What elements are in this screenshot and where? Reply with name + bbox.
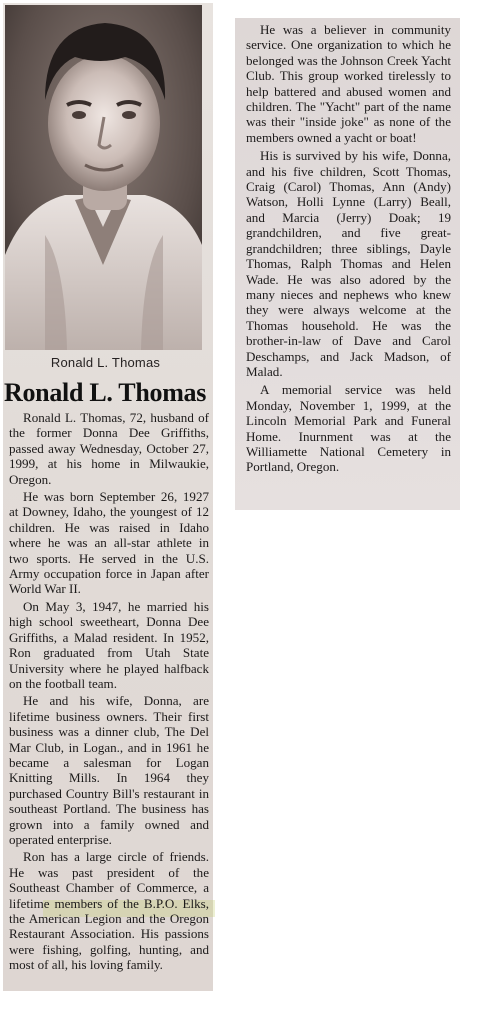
obituary-body-left <box>9 410 209 975</box>
obituary-clipping-left <box>3 3 213 991</box>
photo-caption: Ronald L. Thomas <box>50 355 161 370</box>
paragraph: He and his wife, Donna, are lifetime business owners. Their first business was a dinner club, The Del Mar Club, in Logan., and in 1961 he became a salesman for Logan Knitting Mills. In 1964 they purchased Country Bill's restaurant in southeast Portland. The business has grown into a family owned and operated enterprise. <box>9 693 209 847</box>
paragraph: Ron has a large circle of friends. He was past president of the Southeast Chamber of Commerce, a lifetime members of the B.P.O. Elks, the American Legion and the Oregon Restaurant Association. His passions were fishing, golfing, hunting, and most of all, his loving family. <box>9 849 209 973</box>
paragraph: A memorial service was held Monday, November 1, 1999, at the Lincoln Memorial Park and Funeral Home. Inurnment was at the Williamette National Cemetery in Portland, Oregon. <box>246 382 451 475</box>
paragraph: On May 3, 1947, he married his high school sweetheart, Donna Dee Griffiths, a Malad resident. In 1952, Ron graduated from Utah State University where he played halfback on the football team. <box>9 598 209 691</box>
paragraph: His is survived by his wife, Donna, and his five children, Scott Thomas, Craig (Carol) Thomas, Ann (Andy) Watson, Holli Lynne (Larry) Beall, and Marcia (Jerry) Doak; 19 grandchildren, and five great-grandchildren; three siblings, Dayle Thomas, Ralph Thomas and Helen Wade. He was also adored by the many nieces and nephews who knew they were always welcome at the Thomas household. He was the brother-in-law of Dave and Carol Deschamps, and Jack Madson, of Malad. <box>246 148 451 379</box>
paragraph: He was a believer in community service. One organization to which he belonged was the Johnson Creek Yacht Club. This group worked tirelessly to help battered and abused women and children. The "Yacht" part of the name was their "inside joke" as none of the members owned a yacht or boat! <box>246 22 451 145</box>
obituary-headline: Ronald L. Thomas <box>4 378 207 407</box>
portrait-photo <box>5 5 202 350</box>
paragraph: He was born September 26, 1927 at Downey, Idaho, the youngest of 12 children. He was raised in Idaho where he was an all-star athlete in two sports. He served in the U.S. Army occupation force in Japan after World War II. <box>9 489 209 597</box>
paragraph: Ronald L. Thomas, 72, husband of the former Donna Dee Griffiths, passed away Wednesday, October 27, 1999, at his home in Milwaukie, Oregon. <box>9 410 209 487</box>
obituary-clipping-right <box>235 18 460 510</box>
